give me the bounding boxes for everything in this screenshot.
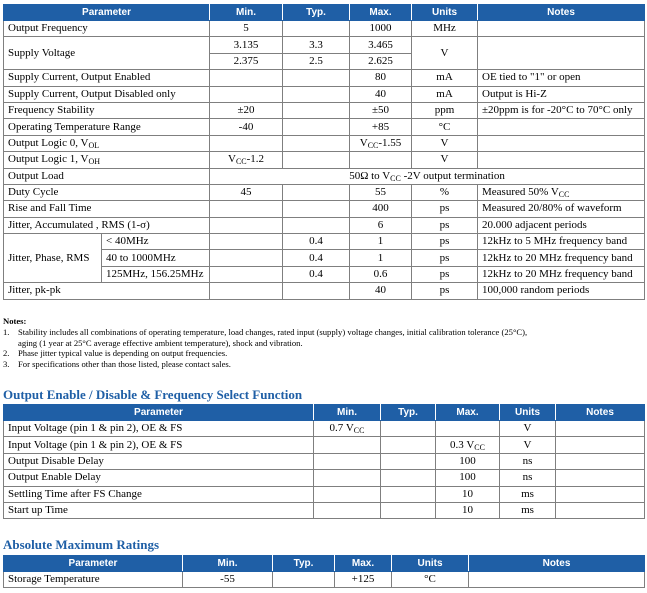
table-row bbox=[4, 86, 645, 102]
spec-header-row bbox=[4, 5, 645, 21]
note-cell: Output is Hi-Z bbox=[478, 86, 645, 102]
typ-cell bbox=[283, 21, 350, 37]
note-cell bbox=[469, 572, 645, 588]
note-cell bbox=[478, 37, 645, 70]
footnote-item bbox=[3, 359, 643, 370]
param-cell: Duty Cycle bbox=[4, 184, 210, 200]
min-cell: 3.135 bbox=[210, 37, 283, 53]
typ-cell bbox=[381, 502, 436, 518]
note-cell: 12kHz to 5 MHz frequency band bbox=[478, 234, 645, 250]
unit-cell: ps bbox=[412, 217, 478, 233]
load-subscript: CC bbox=[390, 173, 401, 183]
typ-cell bbox=[283, 70, 350, 86]
load-text-suffix: -2V output termination bbox=[400, 169, 505, 182]
max-cell: 80 bbox=[350, 70, 412, 86]
col-header-max: Max. bbox=[350, 5, 412, 21]
unit-cell: ns bbox=[500, 453, 556, 469]
typ-cell bbox=[381, 437, 436, 453]
note-cell: 100,000 random periods bbox=[478, 283, 645, 299]
table-row bbox=[4, 135, 645, 151]
min-cell bbox=[210, 135, 283, 151]
max-subscript: CC bbox=[474, 442, 485, 452]
param-cell: Jitter, Accumulated , RMS (1-σ) bbox=[4, 217, 210, 233]
unit-cell: V bbox=[500, 437, 556, 453]
table-row bbox=[4, 119, 645, 135]
note-cell bbox=[556, 453, 645, 469]
max-cell: 3.465 bbox=[350, 37, 412, 53]
note-cell bbox=[478, 184, 645, 200]
typ-cell bbox=[283, 283, 350, 299]
param-cell: Input Voltage (pin 1 & pin 2), OE & FS bbox=[4, 421, 314, 437]
typ-cell: 0.4 bbox=[283, 234, 350, 250]
col-header-min: Min. bbox=[314, 405, 381, 421]
min-subscript: CC bbox=[353, 426, 365, 436]
param-cell: Output Enable Delay bbox=[4, 470, 314, 486]
col-header-units: Units bbox=[392, 556, 469, 572]
max-cell bbox=[350, 135, 412, 151]
abs-section-title: Absolute Maximum Ratings bbox=[3, 537, 160, 552]
max-cell: 55 bbox=[350, 184, 412, 200]
max-cell: 100 bbox=[436, 470, 500, 486]
table-row bbox=[4, 453, 645, 469]
unit-cell: V bbox=[412, 135, 478, 151]
note-cell bbox=[556, 486, 645, 502]
min-cell bbox=[314, 421, 381, 437]
typ-cell bbox=[283, 119, 350, 135]
param-text: Output Logic 0, V bbox=[8, 136, 89, 149]
param-cell: Storage Temperature bbox=[4, 572, 183, 588]
max-subscript: CC bbox=[367, 140, 379, 150]
typ-cell bbox=[381, 421, 436, 437]
subparam-cell: 40 to 1000MHz bbox=[102, 250, 210, 266]
note-cell: 12kHz to 20 MHz frequency band bbox=[478, 266, 645, 282]
max-cell: 10 bbox=[436, 486, 500, 502]
oe-section-title: Output Enable / Disable & Frequency Select Function bbox=[3, 387, 303, 402]
unit-cell: ps bbox=[412, 201, 478, 217]
note-cell bbox=[556, 470, 645, 486]
min-cell bbox=[210, 152, 283, 168]
max-cell bbox=[350, 152, 412, 168]
note-cell bbox=[478, 119, 645, 135]
min-cell bbox=[314, 437, 381, 453]
unit-cell: ps bbox=[412, 283, 478, 299]
unit-cell: ps bbox=[412, 234, 478, 250]
param-cell: Frequency Stability bbox=[4, 102, 210, 118]
table-row bbox=[4, 437, 645, 453]
spec-table bbox=[3, 4, 645, 300]
max-cell: 2.625 bbox=[350, 53, 412, 69]
max-cell: 6 bbox=[350, 217, 412, 233]
col-header-typ: Typ. bbox=[381, 405, 436, 421]
typ-cell bbox=[283, 86, 350, 102]
min-cell bbox=[314, 486, 381, 502]
table-row bbox=[4, 70, 645, 86]
unit-cell: V bbox=[412, 37, 478, 70]
unit-cell: mA bbox=[412, 70, 478, 86]
param-cell: Jitter, Phase, RMS bbox=[4, 234, 102, 283]
col-header-parameter: Parameter bbox=[4, 556, 183, 572]
param-cell: Output Disable Delay bbox=[4, 453, 314, 469]
table-row bbox=[4, 502, 645, 518]
table-row bbox=[4, 470, 645, 486]
param-cell: Start up Time bbox=[4, 502, 314, 518]
footnote-number: 2. bbox=[3, 348, 10, 359]
typ-cell bbox=[273, 572, 335, 588]
note-cell bbox=[556, 421, 645, 437]
max-cell: ±50 bbox=[350, 102, 412, 118]
param-cell: Output Load bbox=[4, 168, 210, 184]
table-row bbox=[4, 37, 645, 53]
max-cell: 100 bbox=[436, 453, 500, 469]
max-cell: 10 bbox=[436, 502, 500, 518]
typ-cell bbox=[381, 453, 436, 469]
max-cell: +85 bbox=[350, 119, 412, 135]
note-cell bbox=[556, 437, 645, 453]
oe-header-row bbox=[4, 405, 645, 421]
unit-cell: °C bbox=[392, 572, 469, 588]
abs-header-row bbox=[4, 556, 645, 572]
param-cell: Supply Current, Output Enabled bbox=[4, 70, 210, 86]
min-cell: -55 bbox=[183, 572, 273, 588]
footnote-item bbox=[3, 348, 643, 359]
table-row bbox=[4, 283, 645, 299]
typ-cell bbox=[283, 184, 350, 200]
min-cell bbox=[210, 86, 283, 102]
table-row bbox=[4, 201, 645, 217]
min-cell bbox=[210, 283, 283, 299]
subparam-cell: 125MHz, 156.25MHz bbox=[102, 266, 210, 282]
table-row bbox=[4, 102, 645, 118]
param-text: Output Logic 1, V bbox=[8, 153, 89, 166]
typ-cell bbox=[283, 152, 350, 168]
table-row bbox=[4, 486, 645, 502]
typ-cell bbox=[283, 217, 350, 233]
min-cell bbox=[210, 70, 283, 86]
max-text: 0.3 V bbox=[450, 438, 475, 451]
footnote-number: 3. bbox=[3, 359, 10, 370]
col-header-max: Max. bbox=[436, 405, 500, 421]
col-header-units: Units bbox=[412, 5, 478, 21]
min-subscript: CC bbox=[235, 157, 247, 167]
unit-cell: V bbox=[500, 421, 556, 437]
param-cell: Input Voltage (pin 1 & pin 2), OE & FS bbox=[4, 437, 314, 453]
param-cell: Supply Current, Output Disabled only bbox=[4, 86, 210, 102]
table-row bbox=[4, 234, 645, 250]
col-header-parameter: Parameter bbox=[4, 5, 210, 21]
unit-cell: V bbox=[412, 152, 478, 168]
param-cell: Operating Temperature Range bbox=[4, 119, 210, 135]
typ-cell bbox=[381, 486, 436, 502]
table-row bbox=[4, 152, 645, 168]
col-header-notes: Notes bbox=[469, 556, 645, 572]
min-cell: 45 bbox=[210, 184, 283, 200]
col-header-typ: Typ. bbox=[283, 5, 350, 21]
typ-cell bbox=[283, 201, 350, 217]
unit-cell: °C bbox=[412, 119, 478, 135]
note-cell: ±20ppm is for -20°C to 70°C only bbox=[478, 102, 645, 118]
note-cell bbox=[478, 152, 645, 168]
typ-cell: 0.4 bbox=[283, 250, 350, 266]
unit-cell: ns bbox=[500, 470, 556, 486]
param-cell bbox=[4, 152, 210, 168]
min-cell: ±20 bbox=[210, 102, 283, 118]
table-row bbox=[4, 21, 645, 37]
typ-cell bbox=[381, 470, 436, 486]
col-header-max: Max. bbox=[335, 556, 392, 572]
typ-cell bbox=[283, 102, 350, 118]
min-cell bbox=[210, 201, 283, 217]
table-row bbox=[4, 217, 645, 233]
max-cell: 0.6 bbox=[350, 266, 412, 282]
col-header-min: Min. bbox=[210, 5, 283, 21]
min-cell bbox=[314, 453, 381, 469]
min-text: V bbox=[227, 153, 236, 166]
typ-cell bbox=[283, 135, 350, 151]
table-row bbox=[4, 572, 645, 588]
col-header-min: Min. bbox=[183, 556, 273, 572]
param-cell bbox=[4, 135, 210, 151]
unit-cell: ps bbox=[412, 266, 478, 282]
max-cell: 40 bbox=[350, 283, 412, 299]
note-cell: OE tied to "1" or open bbox=[478, 70, 645, 86]
max-cell: 1000 bbox=[350, 21, 412, 37]
min-text-suffix: -1.2 bbox=[246, 153, 265, 166]
min-cell: 2.375 bbox=[210, 53, 283, 69]
min-cell bbox=[314, 502, 381, 518]
col-header-units: Units bbox=[500, 405, 556, 421]
footnote-text: For specifications other than those listed, please contact sales. bbox=[18, 359, 231, 370]
load-spec-cell bbox=[210, 168, 645, 184]
min-cell bbox=[210, 234, 283, 250]
footnote-number: 1. bbox=[3, 326, 10, 337]
table-row bbox=[4, 421, 645, 437]
col-header-parameter: Parameter bbox=[4, 405, 314, 421]
footnote-text: Stability includes all combinations of operating temperature, load changes, rated input (supply) voltage changes, initial calibration tolerance (25°C), bbox=[18, 326, 528, 337]
table-row bbox=[4, 184, 645, 200]
typ-cell: 2.5 bbox=[283, 53, 350, 69]
param-cell: Jitter, pk-pk bbox=[4, 283, 210, 299]
note-cell: Measured 20/80% of waveform bbox=[478, 201, 645, 217]
note-text: Measured 50% V bbox=[482, 186, 559, 199]
unit-cell: mA bbox=[412, 86, 478, 102]
min-cell bbox=[210, 250, 283, 266]
unit-cell: ms bbox=[500, 502, 556, 518]
max-cell bbox=[436, 437, 500, 453]
min-cell bbox=[210, 217, 283, 233]
max-cell: 40 bbox=[350, 86, 412, 102]
max-cell: 1 bbox=[350, 250, 412, 266]
max-text: V bbox=[359, 136, 368, 149]
unit-cell: ppm bbox=[412, 102, 478, 118]
abs-table bbox=[3, 555, 645, 588]
param-cell: Settling Time after FS Change bbox=[4, 486, 314, 502]
max-text-suffix: -1.55 bbox=[378, 136, 402, 149]
param-subscript: OH bbox=[88, 157, 101, 167]
footnote-text: Phase jitter typical value is depending on output frequencies. bbox=[18, 348, 228, 359]
load-text: 50Ω to V bbox=[349, 169, 391, 182]
min-cell bbox=[210, 266, 283, 282]
max-cell: +125 bbox=[335, 572, 392, 588]
param-cell: Supply Voltage bbox=[4, 37, 210, 70]
col-header-notes: Notes bbox=[478, 5, 645, 21]
param-cell: Output Frequency bbox=[4, 21, 210, 37]
note-cell bbox=[556, 502, 645, 518]
min-cell: 5 bbox=[210, 21, 283, 37]
footnotes bbox=[3, 316, 643, 370]
typ-cell: 3.3 bbox=[283, 37, 350, 53]
unit-cell: ms bbox=[500, 486, 556, 502]
note-cell bbox=[478, 135, 645, 151]
col-header-typ: Typ. bbox=[273, 556, 335, 572]
unit-cell: MHz bbox=[412, 21, 478, 37]
min-cell: -40 bbox=[210, 119, 283, 135]
col-header-notes: Notes bbox=[556, 405, 645, 421]
note-subscript: CC bbox=[558, 190, 570, 200]
param-cell: Rise and Fall Time bbox=[4, 201, 210, 217]
note-cell: 12kHz to 20 MHz frequency band bbox=[478, 250, 645, 266]
min-text: 0.7 V bbox=[329, 422, 354, 435]
param-subscript: OL bbox=[88, 140, 100, 150]
typ-cell: 0.4 bbox=[283, 266, 350, 282]
max-cell bbox=[436, 421, 500, 437]
notes-heading: Notes: bbox=[3, 316, 27, 326]
max-cell: 400 bbox=[350, 201, 412, 217]
oe-table bbox=[3, 404, 645, 519]
subparam-cell: < 40MHz bbox=[102, 234, 210, 250]
max-cell: 1 bbox=[350, 234, 412, 250]
footnote-item bbox=[3, 327, 643, 338]
min-cell bbox=[314, 470, 381, 486]
unit-cell: ps bbox=[412, 250, 478, 266]
footnote-continuation: aging (1 year at 25°C average effective ambient temperature), shock and vibration. bbox=[18, 337, 303, 348]
note-cell: 20.000 adjacent periods bbox=[478, 217, 645, 233]
note-cell bbox=[478, 21, 645, 37]
unit-cell: % bbox=[412, 184, 478, 200]
table-row bbox=[4, 168, 645, 184]
